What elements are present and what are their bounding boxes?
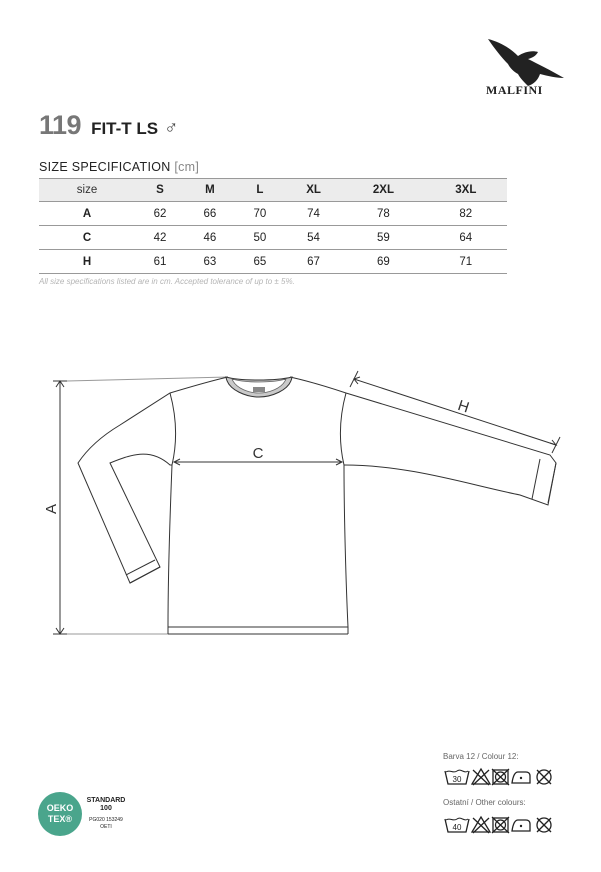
iron-icon — [512, 772, 530, 783]
table-cell: 62 — [135, 202, 185, 226]
table-cell: 74 — [285, 202, 342, 226]
table-cell: 63 — [185, 250, 235, 274]
table-cell: 82 — [425, 202, 507, 226]
tolerance-note: All size specifications listed are in cm. Accepted tolerance of up to ± 5%. — [39, 277, 295, 286]
label-c: C — [252, 445, 264, 462]
size-header: S — [135, 179, 185, 202]
product-number: 119 — [39, 110, 82, 140]
no-dry-clean-icon — [537, 818, 551, 832]
table-cell: 66 — [185, 202, 235, 226]
wash-temperature: 40 — [452, 823, 462, 832]
table-cell: 64 — [425, 226, 507, 250]
size-table — [39, 178, 507, 274]
size-header: 3XL — [425, 179, 507, 202]
no-dry-clean-icon — [537, 770, 551, 784]
table-cell: 78 — [342, 202, 424, 226]
table-cell: 70 — [235, 202, 285, 226]
shirt-outline — [78, 377, 556, 634]
size-header: M — [185, 179, 235, 202]
table-row — [39, 226, 507, 250]
row-label: C — [39, 226, 135, 250]
table-cell: 69 — [342, 250, 424, 274]
table-cell: 67 — [285, 250, 342, 274]
oeko-tex-line1: OEKO — [46, 803, 74, 813]
size-header: 2XL — [342, 179, 424, 202]
wash-icon — [445, 770, 469, 784]
product-name: FIT-T LS — [91, 119, 159, 138]
no-tumble-dry-icon — [492, 817, 509, 833]
care-icons — [444, 815, 562, 835]
iron-icon — [512, 820, 530, 831]
no-bleach-icon — [472, 817, 490, 833]
standard-number: 100 — [100, 805, 112, 812]
size-header: XL — [285, 179, 342, 202]
no-tumble-dry-icon — [492, 769, 509, 785]
spec-heading-text: SIZE SPECIFICATION — [39, 160, 171, 174]
garment-diagram — [0, 355, 601, 650]
table-row — [39, 202, 507, 226]
table-cell: 50 — [235, 226, 285, 250]
row-label: A — [39, 202, 135, 226]
label-a: A — [43, 503, 60, 515]
institute-label: OETI — [100, 824, 112, 830]
table-cell: 42 — [135, 226, 185, 250]
dimension-a — [53, 377, 228, 634]
table-cell: 59 — [342, 226, 424, 250]
spec-heading — [39, 160, 199, 174]
oeko-tex-line2: TEX® — [47, 814, 73, 824]
size-header: L — [235, 179, 285, 202]
row-label: H — [39, 250, 135, 274]
certificate-number: PG020 153249 — [89, 817, 123, 823]
table-row — [39, 250, 507, 274]
no-bleach-icon — [472, 769, 490, 785]
spec-unit: [cm] — [174, 160, 200, 174]
gender-icon: ♂ — [164, 118, 179, 139]
table-cell: 54 — [285, 226, 342, 250]
wash-icon — [445, 818, 469, 832]
table-cell: 61 — [135, 250, 185, 274]
standard-label: STANDARD — [86, 797, 126, 804]
label-h: H — [455, 396, 472, 417]
colour-label: Barva 12 / Colour 12: — [443, 752, 519, 761]
table-cell: 71 — [425, 250, 507, 274]
other-colours-label: Ostatní / Other colours: — [443, 798, 526, 807]
product-title — [39, 110, 178, 144]
size-table-header — [39, 179, 507, 202]
size-column-header: size — [39, 179, 135, 202]
table-cell: 65 — [235, 250, 285, 274]
brand-name: MALFINI — [486, 83, 543, 97]
table-cell: 46 — [185, 226, 235, 250]
wash-temperature: 30 — [452, 775, 462, 784]
care-icons — [444, 767, 562, 787]
